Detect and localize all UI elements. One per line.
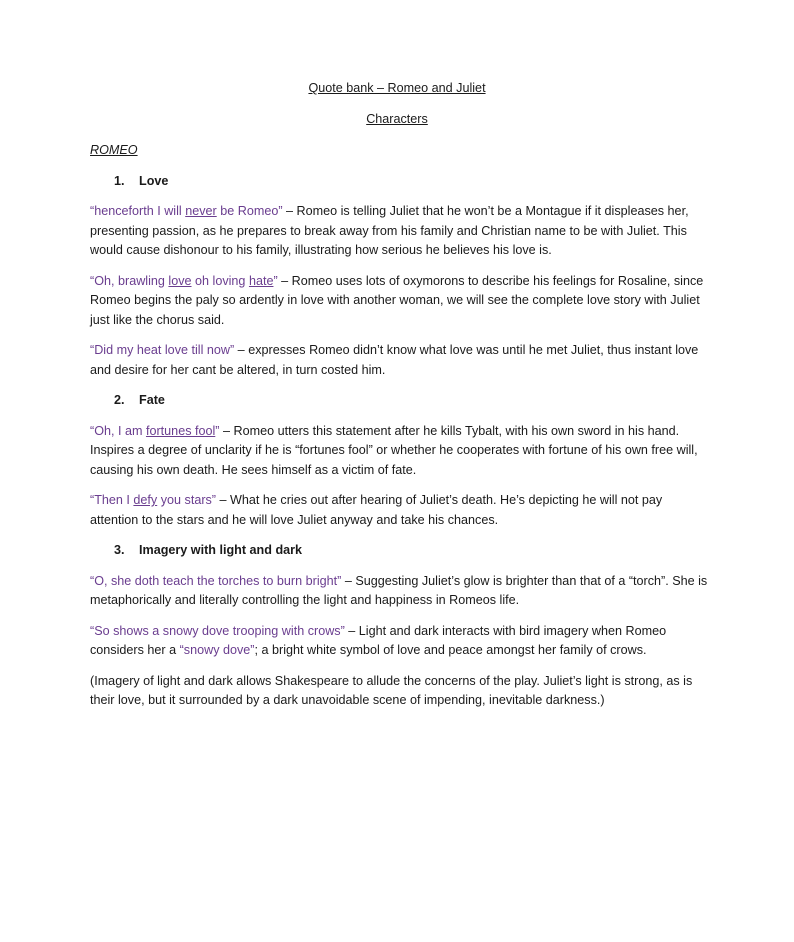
quote-fragment: you stars” — [157, 493, 217, 507]
quote-text — [90, 274, 278, 288]
quote-underlined-word: love — [168, 273, 192, 288]
section-title-characters: Characters — [366, 112, 428, 126]
quote-fragment: be Romeo” — [216, 204, 283, 218]
section-number: 1. — [114, 173, 125, 188]
section-heading-imagery — [114, 541, 710, 561]
quote-entry — [90, 202, 710, 261]
quote-analysis: – Suggesting Juliet’s glow is brighter than that of a “torch”. She is metaphorically and literally controlling the light and happiness in Romeos life. — [90, 573, 708, 607]
quote-fragment: ” — [215, 423, 220, 438]
section-heading-text: Love — [139, 173, 169, 188]
closing-note: (Imagery of light and dark allows Shakespeare to allude the concerns of the play. Juliet’s light is strong, as is their love, but it surrounded by a dark unavoidable scene of impending, inevitable darkness.) — [90, 673, 693, 707]
section-number: 3. — [114, 543, 125, 557]
quote-underlined-word: defy — [133, 493, 158, 507]
quote-fragment: ” — [273, 273, 278, 288]
quote-analysis: – expresses Romeo didn’t know what love was until he met Juliet, thus instant love and desire for her cant be altered, in turn costed him. — [90, 343, 699, 377]
section-heading-love — [114, 172, 710, 192]
quote-fragment: “Oh, I am — [90, 423, 146, 438]
quote-entry — [90, 272, 710, 331]
quote-entry — [90, 422, 710, 481]
section-number: 2. — [114, 393, 125, 407]
quote-analysis: – Romeo utters this statement after he kills Tybalt, with his own sword in his hand. Inspires a degree of unclarity if he is “fortunes fool” or whether he cooperates with fortune of his own free will, causing his own death. He sees himself as a victim of fate. — [90, 423, 698, 477]
quote-text: “O, she doth teach the torches to burn bright” — [90, 573, 342, 588]
character-name: ROMEO — [90, 143, 138, 157]
quote-fragment: oh loving — [191, 273, 249, 288]
quote-text — [90, 204, 283, 218]
quote-entry — [90, 622, 710, 661]
quote-underlined-word: hate — [248, 273, 274, 288]
section-heading-fate — [114, 391, 710, 411]
quote-analysis: – Romeo uses lots of oxymorons to describe his feelings for Rosaline, since Romeo begins the paly so ardently in love with another woman, we will see the complete love story with Juliet just like the chorus said. — [90, 273, 704, 327]
section-heading-text: Fate — [139, 393, 165, 407]
quote-entry — [90, 572, 710, 611]
quote-text — [90, 493, 216, 507]
quote-entry — [90, 491, 710, 530]
quote-text: “Did my heat love till now” — [90, 343, 235, 357]
quote-text-inline: “snowy dove” — [179, 643, 255, 657]
quote-analysis: ; a bright white symbol of love and peace amongst her family of crows. — [254, 643, 647, 657]
quote-fragment: “Oh, brawling — [90, 273, 169, 288]
document-body — [90, 141, 710, 711]
quote-fragment: “henceforth I will — [90, 204, 186, 218]
quote-underlined-word: never — [185, 204, 217, 218]
quote-underlined-word: fortunes fool — [145, 423, 216, 438]
quote-entry — [90, 341, 710, 380]
section-heading-text: Imagery with light and dark — [139, 543, 303, 557]
quote-analysis: – What he cries out after hearing of Juliet’s death. He’s depicting he will not pay attention to the stars and he will love Juliet anyway and take his chances. — [90, 493, 663, 527]
quote-analysis: – Romeo is telling Juliet that he won’t be a Montague if it displeases her, presenting passion, as he prepares to break away from his family and Christian name to be with Juliet. This would cause dishonour to his family, illustrating how serious he believes his love is. — [90, 204, 689, 257]
quote-text — [90, 424, 220, 438]
quote-analysis: – Light and dark interacts with bird imagery when Romeo considers her a — [90, 623, 667, 657]
quote-text: “So shows a snowy dove trooping with crows” — [90, 623, 345, 638]
document-title: Quote bank – Romeo and Juliet — [308, 81, 486, 95]
quote-fragment: “Then I — [90, 493, 134, 507]
